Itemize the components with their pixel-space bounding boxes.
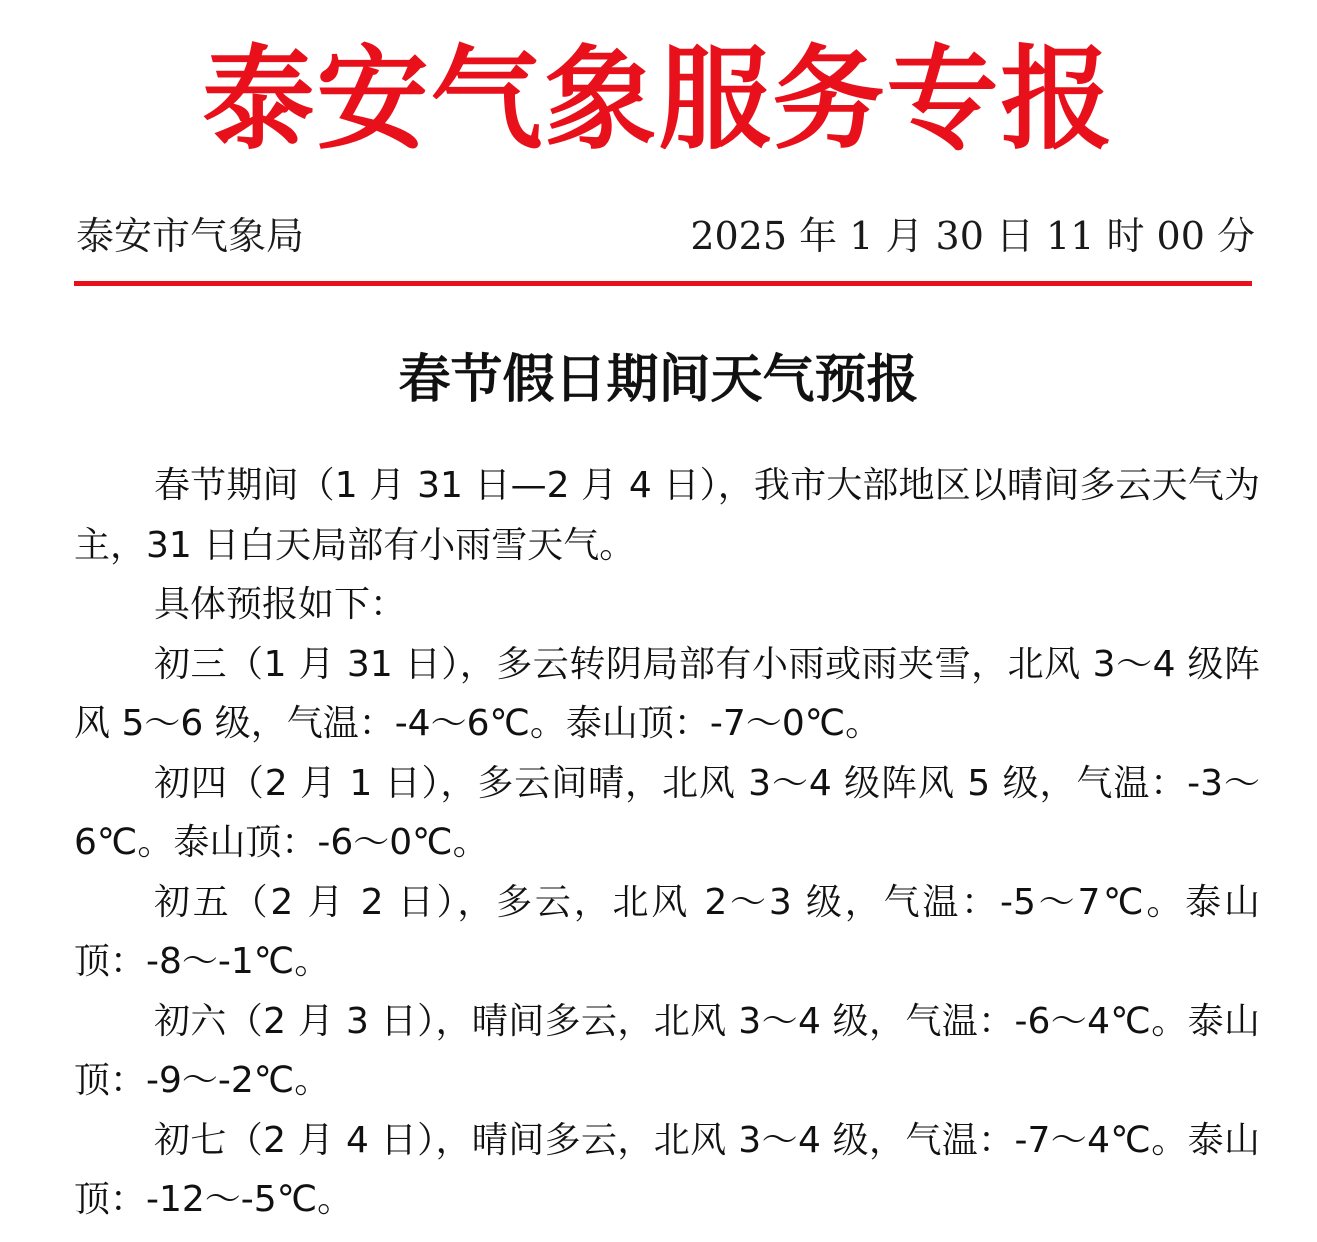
- document-title: 春节假日期间天气预报: [398, 349, 919, 410]
- forecast-day-3: 初五（2 月 2 日），多云，北风 2～3 级，气温：-5～7℃。泰山顶：-8～-1℃。: [74, 881, 1260, 982]
- header-divider: [74, 281, 1252, 286]
- forecast-day-5: 初七（2 月 4 日），晴间多云，北风 3～4 级，气温：-7～4℃。泰山顶：-12～-5℃。: [74, 1119, 1260, 1220]
- issuer-name: 泰安市气象局: [76, 214, 305, 258]
- issue-timestamp: 2025 年 1 月 30 日 11 时 00 分: [690, 214, 1255, 258]
- document-body: [74, 456, 1260, 1230]
- forecast-day-1: 初三（1 月 31 日），多云转阴局部有小雨或雨夹雪，北风 3～4 级阵风 5～6 级，气温：-4～6℃。泰山顶：-7～0℃。: [74, 643, 1260, 744]
- paragraph-summary: 春节期间（1 月 31 日—2 月 4 日），我市大部地区以晴间多云天气为主，31 日白天局部有小雨雪天气。: [74, 465, 1260, 566]
- paragraph-intro: 具体预报如下：: [154, 584, 407, 625]
- forecast-day-4: 初六（2 月 3 日），晴间多云，北风 3～4 级，气温：-6～4℃。泰山顶：-9～-2℃。: [74, 1000, 1260, 1101]
- masthead-title: 泰安气象服务专报: [202, 34, 1115, 165]
- forecast-day-2: 初四（2 月 1 日），多云间晴，北风 3～4 级阵风 5 级，气温：-3～6℃。泰山顶：-6～0℃。: [74, 762, 1260, 863]
